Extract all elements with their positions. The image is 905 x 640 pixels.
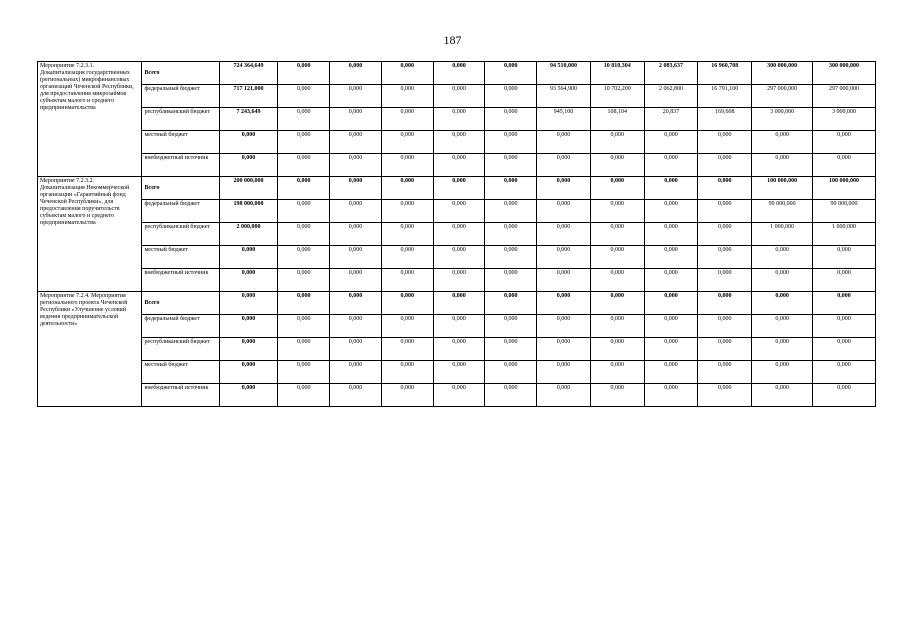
value-cell: 0,000 (330, 338, 382, 361)
value-cell: 0,000 (485, 108, 537, 131)
funding-source-cell: федеральный бюджет (142, 200, 219, 223)
value-cell: 94 510,000 (537, 62, 591, 85)
page-number: 187 (443, 33, 462, 47)
value-cell: 0,000 (698, 131, 752, 154)
value-cell: 0,000 (752, 338, 813, 361)
table-row (38, 338, 876, 361)
value-cell: 0,000 (485, 177, 537, 200)
value-cell: 0,000 (644, 223, 698, 246)
value-cell: 0,000 (330, 292, 382, 315)
value-cell: 0,000 (698, 384, 752, 407)
value-cell: 2 000,000 (219, 223, 278, 246)
value-cell: 0,000 (752, 315, 813, 338)
value-cell: 0,000 (433, 131, 485, 154)
value-cell: 0,000 (698, 223, 752, 246)
value-cell: 0,000 (644, 361, 698, 384)
value-cell: 0,000 (813, 131, 876, 154)
value-cell: 0,000 (590, 292, 644, 315)
value-cell: 0,000 (278, 384, 330, 407)
value-cell: 0,000 (813, 269, 876, 292)
value-cell: 2 083,637 (644, 62, 698, 85)
value-cell: 0,000 (278, 315, 330, 338)
value-cell: 0,000 (485, 85, 537, 108)
value-cell: 0,000 (381, 246, 433, 269)
value-cell: 0,000 (330, 154, 382, 177)
value-cell: 0,000 (485, 200, 537, 223)
table-row (38, 108, 876, 131)
value-cell: 0,000 (537, 315, 591, 338)
table-row (38, 384, 876, 407)
table-row (38, 269, 876, 292)
value-cell: 0,000 (698, 246, 752, 269)
funding-source-cell: федеральный бюджет (142, 85, 219, 108)
value-cell: 0,000 (698, 315, 752, 338)
value-cell: 0,000 (433, 315, 485, 338)
value-cell: 0,000 (381, 200, 433, 223)
value-cell: 0,000 (330, 131, 382, 154)
value-cell: 0,000 (485, 384, 537, 407)
value-cell: 297 000,000 (752, 85, 813, 108)
funding-source-cell: республиканский бюджет (142, 108, 219, 131)
value-cell: 0,000 (278, 246, 330, 269)
table-row (38, 200, 876, 223)
value-cell: 3 000,000 (813, 108, 876, 131)
value-cell: 0,000 (433, 200, 485, 223)
value-cell: 0,000 (813, 361, 876, 384)
value-cell: 0,000 (433, 154, 485, 177)
measure-cell: Мероприятие 7.2.4. Мероприятия регионального проекта Чеченской Республики «Улучшение условий ведения предпринимательской деятельности» (38, 292, 142, 407)
value-cell: 0,000 (537, 131, 591, 154)
value-cell: 99 000,000 (813, 200, 876, 223)
value-cell: 0,000 (330, 384, 382, 407)
funding-source-cell: местный бюджет (142, 361, 219, 384)
value-cell: 0,000 (644, 177, 698, 200)
value-cell: 0,000 (330, 108, 382, 131)
value-cell: 0,000 (219, 292, 278, 315)
value-cell: 0,000 (485, 223, 537, 246)
value-cell: 2 062,800 (644, 85, 698, 108)
value-cell: 0,000 (433, 361, 485, 384)
table-row (38, 177, 876, 200)
value-cell: 0,000 (219, 154, 278, 177)
value-cell: 0,000 (752, 154, 813, 177)
funding-source-cell: Всего (142, 177, 219, 200)
value-cell: 0,000 (590, 177, 644, 200)
value-cell: 0,000 (219, 338, 278, 361)
value-cell: 0,000 (433, 177, 485, 200)
value-cell: 0,000 (381, 384, 433, 407)
value-cell: 0,000 (485, 338, 537, 361)
value-cell: 0,000 (219, 131, 278, 154)
value-cell: 0,000 (644, 246, 698, 269)
value-cell: 0,000 (381, 315, 433, 338)
value-cell: 16 960,708 (698, 62, 752, 85)
value-cell: 0,000 (485, 292, 537, 315)
value-cell: 0,000 (698, 269, 752, 292)
value-cell: 20,837 (644, 108, 698, 131)
value-cell: 7 243,649 (219, 108, 278, 131)
value-cell: 0,000 (330, 361, 382, 384)
value-cell: 0,000 (381, 62, 433, 85)
value-cell: 0,000 (381, 131, 433, 154)
table-row (38, 85, 876, 108)
value-cell: 0,000 (381, 154, 433, 177)
value-cell: 0,000 (219, 361, 278, 384)
value-cell: 717 121,000 (219, 85, 278, 108)
value-cell: 0,000 (381, 177, 433, 200)
value-cell: 100 000,000 (813, 177, 876, 200)
value-cell: 0,000 (278, 154, 330, 177)
value-cell: 0,000 (433, 292, 485, 315)
value-cell: 0,000 (644, 292, 698, 315)
value-cell: 0,000 (278, 62, 330, 85)
value-cell: 0,000 (219, 246, 278, 269)
value-cell: 0,000 (278, 292, 330, 315)
value-cell: 0,000 (698, 200, 752, 223)
value-cell: 200 000,000 (219, 177, 278, 200)
table-row (38, 131, 876, 154)
value-cell: 0,000 (590, 246, 644, 269)
value-cell: 0,000 (644, 131, 698, 154)
value-cell: 0,000 (433, 246, 485, 269)
value-cell: 0,000 (698, 292, 752, 315)
value-cell: 0,000 (485, 269, 537, 292)
table-row (38, 62, 876, 85)
funding-source-cell: местный бюджет (142, 131, 219, 154)
value-cell: 0,000 (278, 338, 330, 361)
value-cell: 0,000 (537, 154, 591, 177)
value-cell: 93 564,900 (537, 85, 591, 108)
value-cell: 0,000 (330, 200, 382, 223)
value-cell: 0,000 (433, 108, 485, 131)
value-cell: 0,000 (219, 384, 278, 407)
value-cell: 0,000 (330, 246, 382, 269)
value-cell: 0,000 (433, 384, 485, 407)
table-row (38, 361, 876, 384)
value-cell: 300 000,000 (752, 62, 813, 85)
budget-table (37, 61, 876, 407)
value-cell: 0,000 (752, 131, 813, 154)
value-cell: 99 000,000 (752, 200, 813, 223)
value-cell: 100 000,000 (752, 177, 813, 200)
value-cell: 0,000 (644, 315, 698, 338)
value-cell: 0,000 (590, 315, 644, 338)
value-cell: 0,000 (537, 200, 591, 223)
table-body (38, 62, 876, 407)
value-cell: 0,000 (590, 131, 644, 154)
value-cell: 0,000 (644, 384, 698, 407)
value-cell: 0,000 (698, 361, 752, 384)
value-cell: 0,000 (537, 269, 591, 292)
value-cell: 0,000 (752, 292, 813, 315)
table-row (38, 246, 876, 269)
funding-source-cell: внебюджетный источник (142, 269, 219, 292)
value-cell: 0,000 (537, 223, 591, 246)
table-row (38, 292, 876, 315)
value-cell: 0,000 (813, 292, 876, 315)
table-row (38, 223, 876, 246)
funding-source-cell: республиканский бюджет (142, 338, 219, 361)
value-cell: 0,000 (485, 361, 537, 384)
value-cell: 0,000 (698, 177, 752, 200)
value-cell: 0,000 (537, 246, 591, 269)
value-cell: 0,000 (278, 223, 330, 246)
value-cell: 0,000 (752, 246, 813, 269)
value-cell: 0,000 (644, 200, 698, 223)
value-cell: 0,000 (381, 269, 433, 292)
value-cell: 0,000 (485, 131, 537, 154)
value-cell: 0,000 (330, 62, 382, 85)
value-cell: 0,000 (330, 269, 382, 292)
measure-cell: Мероприятие 7.2.3.1. Докапитализация государственных (региональных) микрофинансовых организаций Чеченской Республики, для предоставления микрозаймов субъектам малого и среднего предпринимательства (38, 62, 142, 177)
value-cell: 0,000 (219, 269, 278, 292)
table-row (38, 154, 876, 177)
value-cell: 0,000 (813, 338, 876, 361)
value-cell: 0,000 (433, 269, 485, 292)
value-cell: 0,000 (381, 292, 433, 315)
value-cell: 0,000 (381, 85, 433, 108)
value-cell: 0,000 (433, 62, 485, 85)
value-cell: 0,000 (813, 246, 876, 269)
value-cell: 0,000 (590, 200, 644, 223)
value-cell: 0,000 (278, 269, 330, 292)
value-cell: 0,000 (813, 154, 876, 177)
value-cell: 0,000 (433, 85, 485, 108)
funding-source-cell: внебюджетный источник (142, 154, 219, 177)
value-cell: 0,000 (537, 384, 591, 407)
value-cell: 0,000 (381, 361, 433, 384)
value-cell: 0,000 (644, 154, 698, 177)
measure-cell: Мероприятие 7.2.3.2. Докапитализация Некоммерческой организации «Гарантийный фонд Чеченской Республики», для предоставления поручительств субъектам малого и среднего предпринимательства (38, 177, 142, 292)
funding-source-cell: Всего (142, 62, 219, 85)
value-cell: 0,000 (433, 223, 485, 246)
value-cell: 0,000 (644, 338, 698, 361)
value-cell: 0,000 (590, 361, 644, 384)
value-cell: 0,000 (752, 361, 813, 384)
value-cell: 0,000 (537, 177, 591, 200)
value-cell: 0,000 (330, 85, 382, 108)
value-cell: 16 791,100 (698, 85, 752, 108)
value-cell: 1 000,000 (752, 223, 813, 246)
funding-source-cell: республиканский бюджет (142, 223, 219, 246)
value-cell: 0,000 (590, 223, 644, 246)
value-cell: 0,000 (752, 384, 813, 407)
value-cell: 300 000,000 (813, 62, 876, 85)
value-cell: 0,000 (485, 62, 537, 85)
value-cell: 297 000,000 (813, 85, 876, 108)
value-cell: 0,000 (590, 338, 644, 361)
value-cell: 0,000 (330, 223, 382, 246)
value-cell: 0,000 (278, 85, 330, 108)
value-cell: 0,000 (278, 108, 330, 131)
value-cell: 945,100 (537, 108, 591, 131)
value-cell: 3 000,000 (752, 108, 813, 131)
value-cell: 10 810,304 (590, 62, 644, 85)
value-cell: 0,000 (537, 338, 591, 361)
value-cell: 0,000 (330, 315, 382, 338)
value-cell: 0,000 (278, 177, 330, 200)
value-cell: 0,000 (590, 269, 644, 292)
value-cell: 10 702,200 (590, 85, 644, 108)
value-cell: 0,000 (485, 315, 537, 338)
value-cell: 0,000 (278, 131, 330, 154)
value-cell: 0,000 (485, 246, 537, 269)
value-cell: 0,000 (381, 223, 433, 246)
value-cell: 169,608 (698, 108, 752, 131)
value-cell: 0,000 (381, 338, 433, 361)
value-cell: 0,000 (644, 269, 698, 292)
value-cell: 0,000 (537, 361, 591, 384)
value-cell: 0,000 (219, 315, 278, 338)
value-cell: 0,000 (813, 315, 876, 338)
value-cell: 0,000 (813, 384, 876, 407)
funding-source-cell: местный бюджет (142, 246, 219, 269)
value-cell: 0,000 (278, 361, 330, 384)
value-cell: 0,000 (381, 108, 433, 131)
funding-source-cell: Всего (142, 292, 219, 315)
value-cell: 0,000 (537, 292, 591, 315)
value-cell: 0,000 (752, 269, 813, 292)
table-row (38, 315, 876, 338)
value-cell: 0,000 (330, 177, 382, 200)
value-cell: 0,000 (590, 384, 644, 407)
value-cell: 1 000,000 (813, 223, 876, 246)
value-cell: 198 000,000 (219, 200, 278, 223)
value-cell: 0,000 (698, 338, 752, 361)
value-cell: 0,000 (698, 154, 752, 177)
value-cell: 0,000 (485, 154, 537, 177)
funding-source-cell: внебюджетный источник (142, 384, 219, 407)
value-cell: 724 364,649 (219, 62, 278, 85)
value-cell: 0,000 (433, 338, 485, 361)
value-cell: 0,000 (278, 200, 330, 223)
funding-source-cell: федеральный бюджет (142, 315, 219, 338)
value-cell: 108,104 (590, 108, 644, 131)
value-cell: 0,000 (590, 154, 644, 177)
